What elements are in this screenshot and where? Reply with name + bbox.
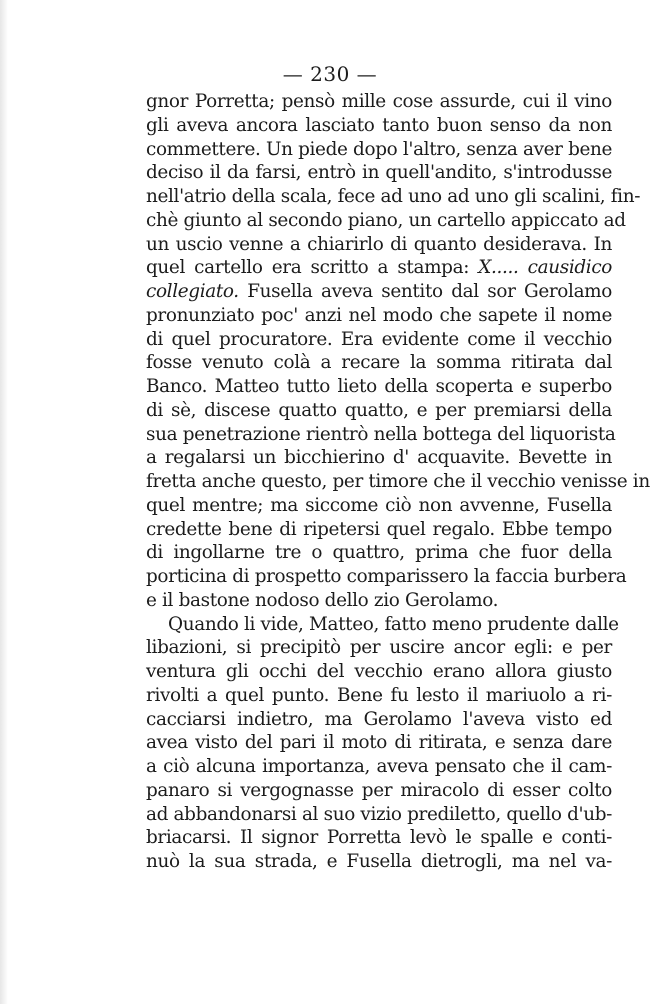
text-line: sua penetrazione rientrò nella bottega del liquorista (146, 423, 616, 445)
text-line: porticina di prospetto comparissero la faccia burbera (146, 566, 627, 587)
text-line: di sè, discese quatto quatto, e per premiarsi della (146, 399, 612, 421)
text-line: cacciarsi indietro, ma Gerolamo l'aveva visto ed (146, 708, 612, 730)
text-line: gnor Porretta; pensò mille cose assurde, cui il vino (146, 91, 612, 112)
text-line: fosse venuto colà a recare la somma ritirata dal (146, 352, 612, 374)
text-line: Banco. Matteo tutto lieto della scoperta e superbo (146, 376, 612, 397)
paragraph-start-line: Quando li vide, Matteo, fatto meno prudente dalle (168, 613, 619, 635)
text-line: chè giunto al secondo piano, un cartello appiccato ad (146, 209, 626, 231)
italic-sign-text: X..... causidico (478, 257, 612, 279)
text-line: un uscio venne a chiarirlo di quanto desiderava. In (146, 233, 612, 255)
text-line: libazioni, si precipitò per uscire ancor egli: e per (146, 637, 612, 659)
text-segment: quel cartello era scritto a stampa: (146, 257, 470, 279)
text-line: nuò la sua strada, e Fusella dietrogli, ma nel va- (146, 851, 612, 872)
text-line: pronunziato poc' anzi nel modo che sapete il nome (146, 304, 612, 326)
text-line: quel mentre; ma siccome ciò non avvenne, Fusella (146, 494, 612, 516)
text-line: di quel procuratore. Era evidente come il vecchio (146, 328, 612, 350)
body-text (146, 90, 650, 874)
text-line: gli aveva ancora lasciato tanto buon senso da non (146, 114, 612, 136)
page-number: — 230 — (282, 62, 378, 86)
text-line: briacarsi. Il signor Porretta levò le spalle e conti- (146, 827, 612, 849)
text-segment: Fusella aveva sentito dal sor Gerolamo (247, 281, 612, 302)
text-line: avea visto del pari il moto di ritirata, e senza dare (146, 732, 612, 754)
text-line: ventura gli occhi del vecchio erano allora giusto (146, 661, 612, 682)
text-line: ad abbandonarsi al suo vizio prediletto, quello d'ub- (146, 803, 612, 825)
text-line-with-italic (146, 256, 612, 280)
page-edge-shadow (0, 0, 8, 1004)
text-line: panaro si vergognasse per miracolo di esser colto (146, 779, 612, 801)
text-line: rivolti a quel punto. Bene fu lesto il mariuolo a ri- (146, 684, 612, 706)
paragraph-end-line: e il bastone nodoso dello zio Gerolamo. (146, 589, 499, 611)
italic-sign-text: collegiato. (146, 281, 239, 302)
text-line-with-italic (146, 280, 612, 304)
text-line: credette bene di ripetersi quel regalo. Ebbe tempo (146, 518, 612, 540)
text-line: fretta anche questo, per timore che il vecchio venisse in (146, 471, 650, 492)
text-line: a regalarsi un bicchierino d' acquavite. Bevette in (146, 447, 612, 469)
text-line: a ciò alcuna importanza, aveva pensato che il cam- (146, 756, 612, 777)
text-line: commettere. Un piede dopo l'altro, senza aver bene (146, 138, 613, 160)
text-line: deciso il da farsi, entrò in quell'andito, s'introdusse (146, 162, 612, 184)
text-line: nell'atrio della scala, fece ad uno ad uno gli scalini, fin- (146, 186, 641, 207)
text-line: di ingollarne tre o quattro, prima che fuor della (146, 542, 612, 564)
